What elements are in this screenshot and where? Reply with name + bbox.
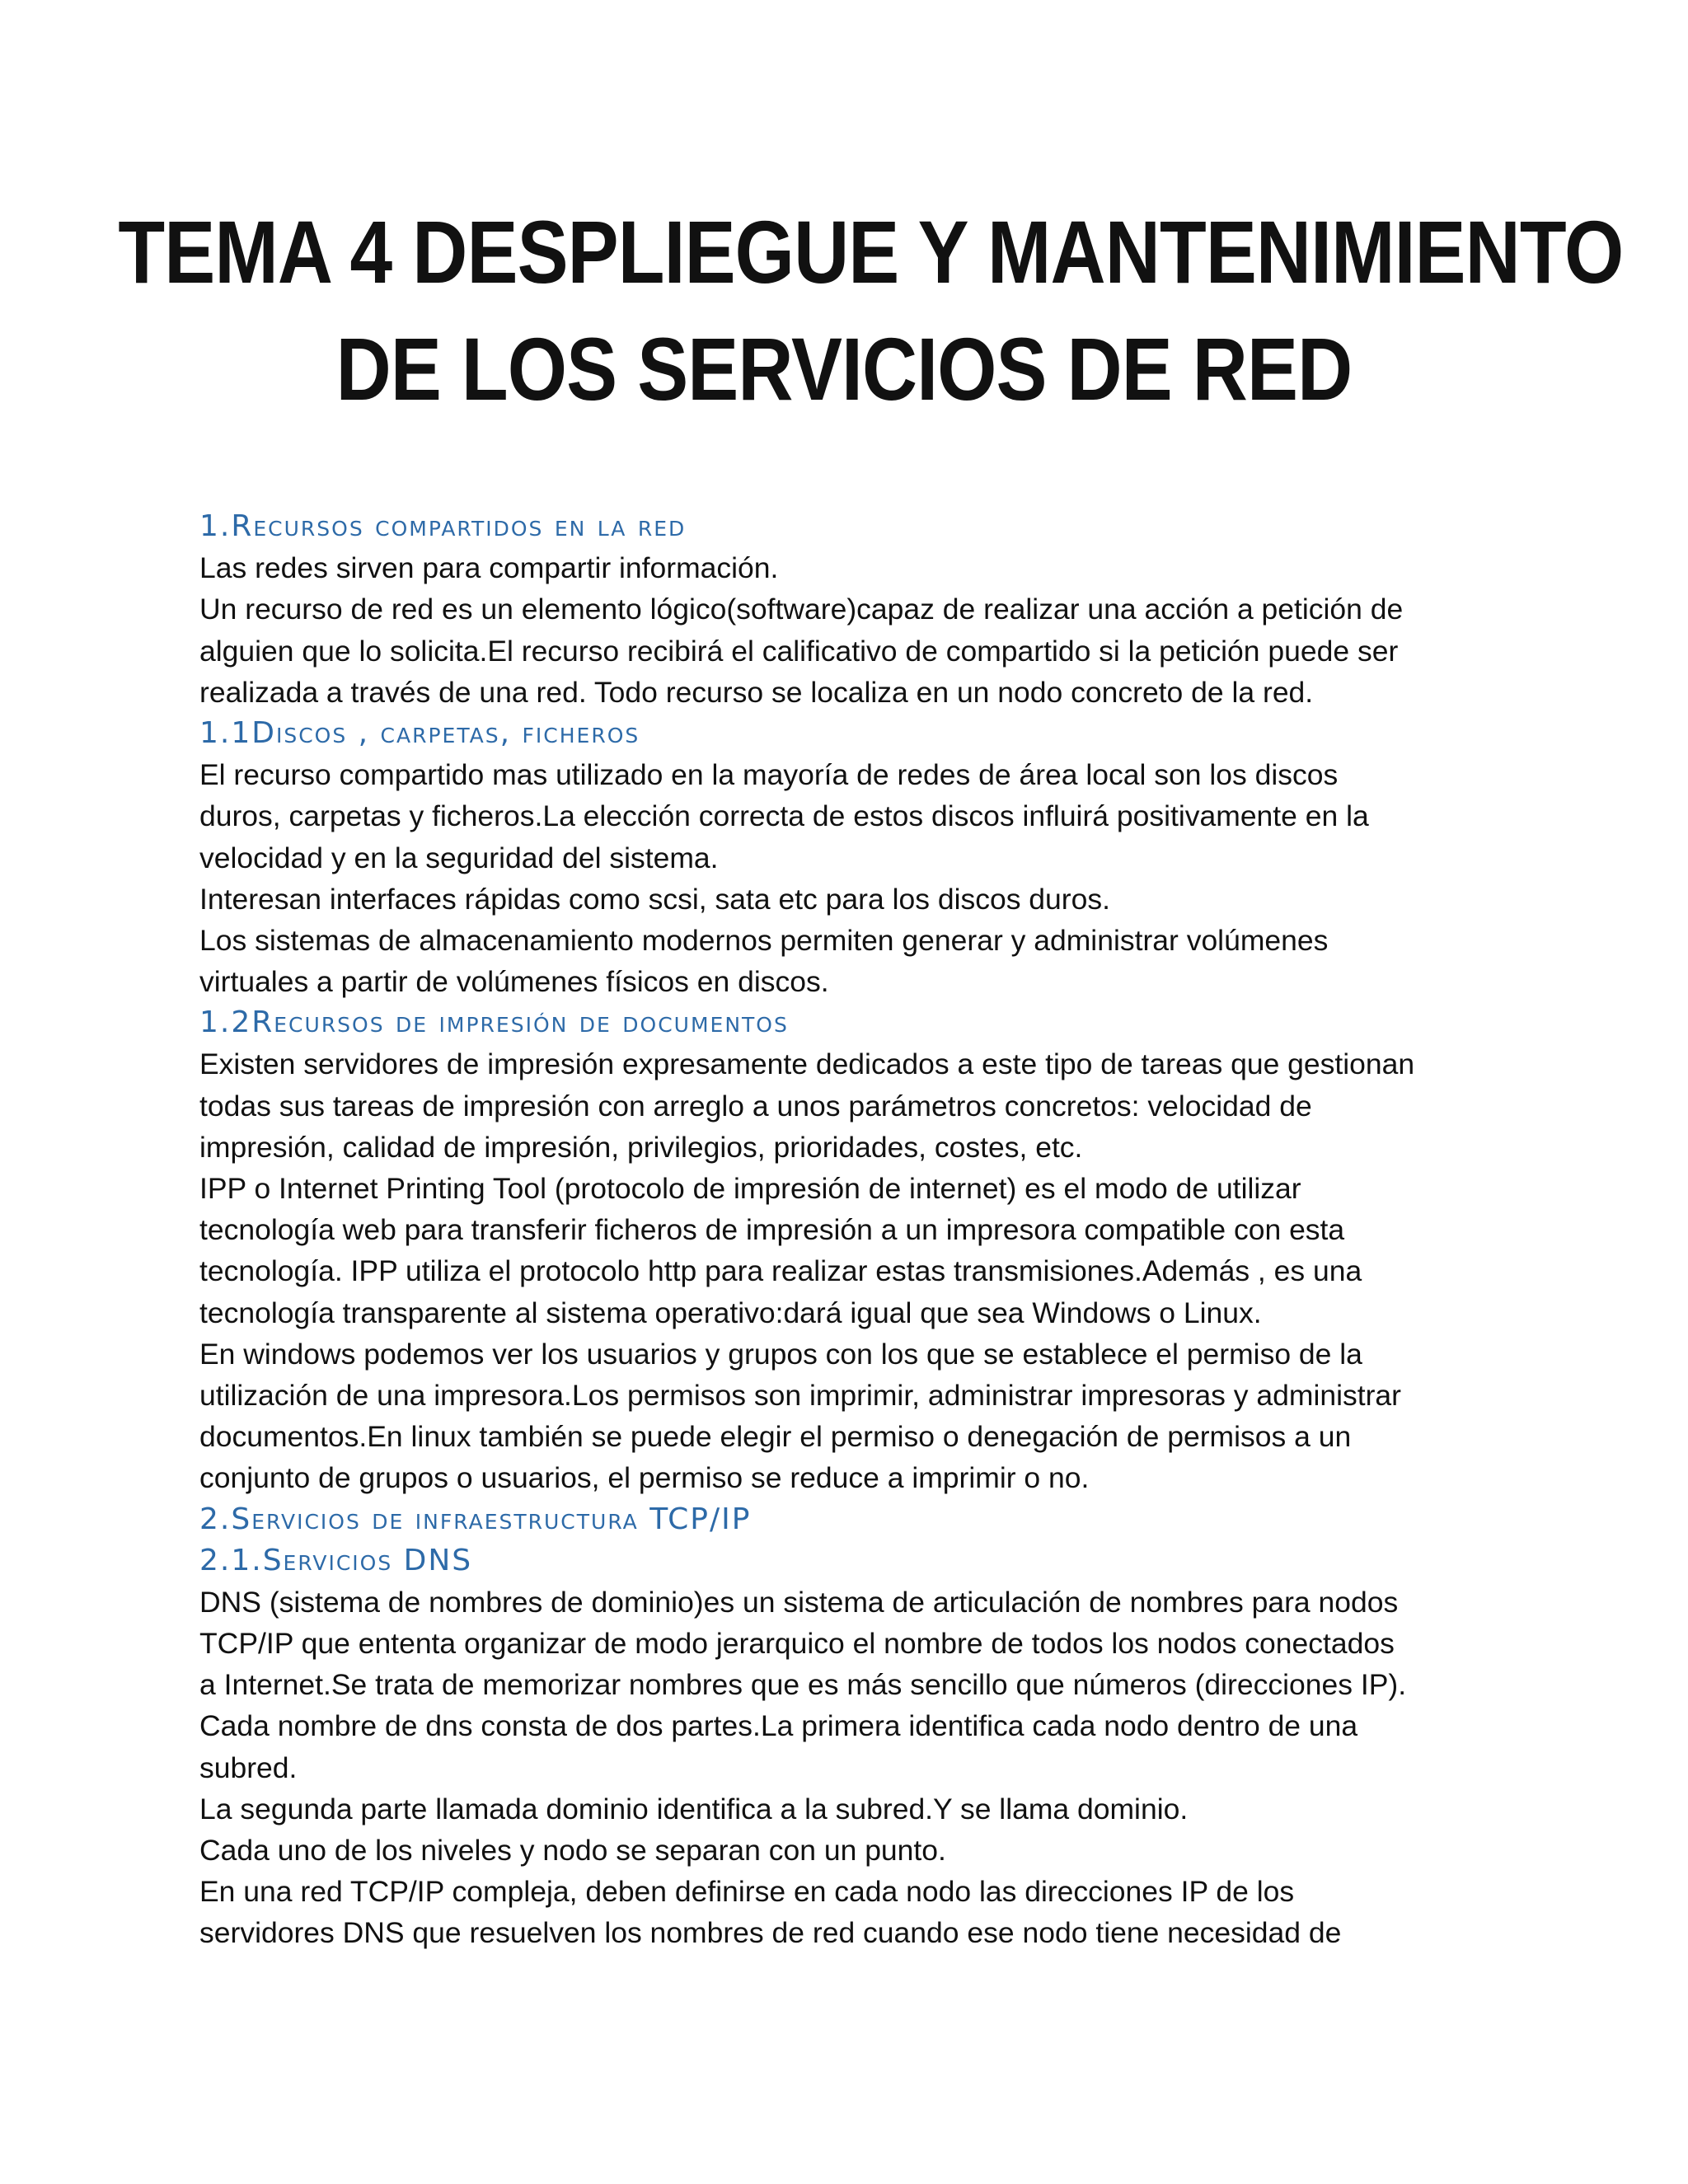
paragraph-line: Cada nombre de dns consta de dos partes.La primera identifica cada nodo dentro de una <box>199 1709 1358 1743</box>
paragraph-line: tecnología web para transferir ficheros de impresión a un impresora compatible con esta <box>199 1213 1345 1247</box>
paragraph-line: servidores DNS que resuelven los nombres de red cuando ese nodo tiene necesidad de <box>199 1916 1342 1950</box>
paragraph-line: En una red TCP/IP compleja, deben definirse en cada nodo las direcciones IP de los <box>199 1875 1295 1909</box>
paragraph-line: El recurso compartido mas utilizado en la mayoría de redes de área local son los discos <box>199 758 1339 792</box>
paragraph-line: DNS (sistema de nombres de dominio)es un sistema de articulación de nombres para nodos <box>199 1585 1399 1619</box>
paragraph-line: realizada a través de una red. Todo recurso se localiza en un nodo concreto de la red. <box>199 675 1314 709</box>
paragraph-line: documentos.En linux también se puede elegir el permiso o denegación de permisos a un <box>199 1420 1352 1454</box>
section-heading: 2.Servicios de infraestructura TCP/IP <box>199 1502 752 1536</box>
title-line-2: DE LOS SERVICIOS DE RED <box>335 319 1353 419</box>
paragraph-line: Cada uno de los niveles y nodo se separan con un punto. <box>199 1834 946 1867</box>
paragraph-line: duros, carpetas y ficheros.La elección correcta de estos discos influirá positivamente en la <box>199 799 1369 833</box>
document-title <box>118 194 1624 428</box>
paragraph-line: Interesan interfaces rápidas como scsi, sata etc para los discos duros. <box>199 882 1110 916</box>
section-heading: 1.2Recursos de impresión de documentos <box>199 1005 789 1040</box>
paragraph-line: subred. <box>199 1750 298 1784</box>
paragraph-line: Existen servidores de impresión expresamente dedicados a este tipo de tareas que gestionan <box>199 1047 1415 1081</box>
paragraph-line: a Internet.Se trata de memorizar nombres que es más sencillo que números (direcciones IP). <box>199 1668 1407 1702</box>
paragraph-line: Los sistemas de almacenamiento modernos permiten generar y administrar volúmenes <box>199 923 1329 957</box>
paragraph-line: todas sus tareas de impresión con arreglo a unos parámetros concretos: velocidad de <box>199 1089 1312 1122</box>
title-line-1: TEMA 4 DESPLIEGUE Y MANTENIMIENTO <box>118 202 1624 302</box>
paragraph-line: Las redes sirven para compartir información. <box>199 551 779 585</box>
paragraph-line: utilización de una impresora.Los permisos son imprimir, administrar impresoras y administrar <box>199 1378 1401 1412</box>
paragraph-line: velocidad y en la seguridad del sistema. <box>199 841 719 874</box>
section-heading: 2.1.Servicios DNS <box>199 1543 473 1577</box>
paragraph-line: virtuales a partir de volúmenes físicos en discos. <box>199 965 829 999</box>
paragraph-line: TCP/IP que ententa organizar de modo jerarquico el nombre de todos los nodos conectados <box>199 1627 1395 1661</box>
paragraph-line: conjunto de grupos o usuarios, el permiso se reduce a imprimir o no. <box>199 1461 1090 1495</box>
section-heading: 1.Recursos compartidos en la red <box>199 509 687 543</box>
section-heading: 1.1Discos , carpetas, ficheros <box>199 715 640 750</box>
paragraph-line: impresión, calidad de impresión, privilegios, prioridades, costes, etc. <box>199 1130 1083 1164</box>
paragraph-line: tecnología. IPP utiliza el protocolo http para realizar estas transmisiones.Además , es una <box>199 1254 1362 1288</box>
paragraph-line: tecnología transparente al sistema operativo:dará igual que sea Windows o Linux. <box>199 1296 1262 1329</box>
paragraph-line: IPP o Internet Printing Tool (protocolo de impresión de internet) es el modo de utilizar <box>199 1172 1301 1205</box>
paragraph-line: La segunda parte llamada dominio identifica a la subred.Y se llama dominio. <box>199 1792 1189 1825</box>
document-body <box>199 506 1502 1954</box>
paragraph-line: En windows podemos ver los usuarios y grupos con los que se establece el permiso de la <box>199 1337 1362 1371</box>
paragraph-line: alguien que lo solicita.El recurso recibirá el calificativo de compartido si la petición puede ser <box>199 634 1399 668</box>
paragraph-line: Un recurso de red es un elemento lógico(software)capaz de realizar una acción a petición de <box>199 593 1404 626</box>
